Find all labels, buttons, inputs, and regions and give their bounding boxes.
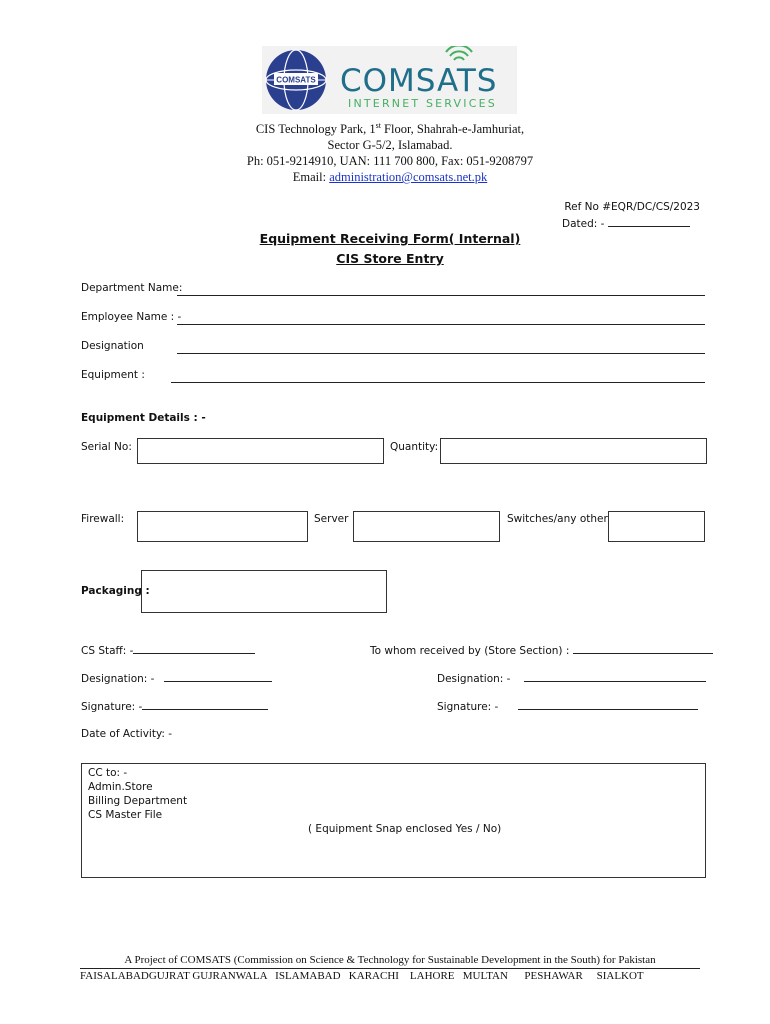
equipment-label: Equipment : (81, 369, 145, 381)
footer-project: A Project of COMSATS (Commission on Science & Technology for Sustainable Development in the South) for Pakistan (124, 954, 656, 966)
details-heading: Equipment Details : - (81, 412, 206, 424)
footer-cities: FAISALABADGUJRAT GUJRANWALA ISLAMABAD KARACHI LAHORE MULTAN PESHAWAR SIALKOT (80, 970, 644, 982)
address-block (180, 118, 600, 185)
cs-staff-blank[interactable] (133, 643, 255, 654)
dated-field: Dated: - (562, 216, 702, 230)
serial-input[interactable] (137, 438, 384, 464)
brand-name: COMSATS (340, 63, 498, 99)
employee-label: Employee Name : - (81, 311, 182, 323)
seal-text: COMSATS (276, 75, 316, 85)
signature-right-blank[interactable] (518, 699, 698, 710)
signature-left-blank[interactable] (142, 699, 268, 710)
address-line-1: CIS Technology Park, 1st Floor, Shahrah-e-Jamhuriat, (255, 121, 525, 137)
packaging-label: Packaging : (81, 585, 150, 597)
designation-left-blank[interactable] (164, 671, 272, 682)
comsats-logo-graphic (262, 46, 517, 114)
date-of-activity-label: Date of Activity: - (81, 728, 173, 740)
department-line[interactable] (177, 295, 705, 296)
packaging-input[interactable] (141, 570, 387, 613)
cc-item: CS Master File (88, 809, 163, 821)
designation-left-field: Designation: - (81, 671, 272, 685)
snap-note: ( Equipment Snap enclosed Yes / No) (308, 823, 502, 835)
signature-right-field: Signature: - (437, 699, 698, 713)
signature-left-field: Signature: - (81, 699, 268, 713)
employee-line[interactable] (177, 324, 705, 325)
received-by-blank[interactable] (573, 643, 713, 654)
comsats-logo (262, 46, 517, 114)
contact-phones: Ph: 051-9214910, UAN: 111 700 800, Fax: 051-9208797 (246, 154, 534, 169)
department-label: Department Name: (81, 282, 183, 294)
serial-label: Serial No: (81, 441, 132, 453)
server-label: Server (314, 513, 349, 525)
footer-divider (80, 968, 700, 969)
designation-right-blank[interactable] (524, 671, 706, 682)
designation-line[interactable] (177, 353, 705, 354)
cc-box (81, 763, 706, 878)
brand-tagline: INTERNET SERVICES (348, 97, 497, 110)
cc-heading: CC to: - (88, 767, 128, 779)
email-link[interactable]: administration@comsats.net.pk (329, 170, 488, 185)
equipment-line[interactable] (171, 382, 705, 383)
contact-email: Email: administration@comsats.net.pk (292, 170, 488, 185)
server-input[interactable] (353, 511, 500, 542)
address-line-2: Sector G-5/2, Islamabad. (327, 138, 453, 153)
form-title: Equipment Receiving Form( Internal) (259, 231, 521, 246)
quantity-label: Quantity: (390, 441, 439, 453)
cc-item: Billing Department (88, 795, 188, 807)
switches-input[interactable] (608, 511, 705, 542)
firewall-input[interactable] (137, 511, 308, 542)
switches-label: Switches/any other (507, 513, 608, 525)
received-by-field: To whom received by (Store Section) : (370, 643, 713, 657)
cc-item: Admin.Store (88, 781, 153, 793)
cs-staff-field: CS Staff: - (81, 643, 255, 657)
quantity-input[interactable] (440, 438, 707, 464)
ref-number: Ref No #EQR/DC/CS/2023 (564, 201, 700, 213)
designation-right-field: Designation: - (437, 671, 706, 685)
designation-label: Designation (81, 340, 144, 352)
dated-blank[interactable] (608, 216, 690, 227)
firewall-label: Firewall: (81, 513, 125, 525)
form-subtitle: CIS Store Entry (336, 251, 444, 266)
